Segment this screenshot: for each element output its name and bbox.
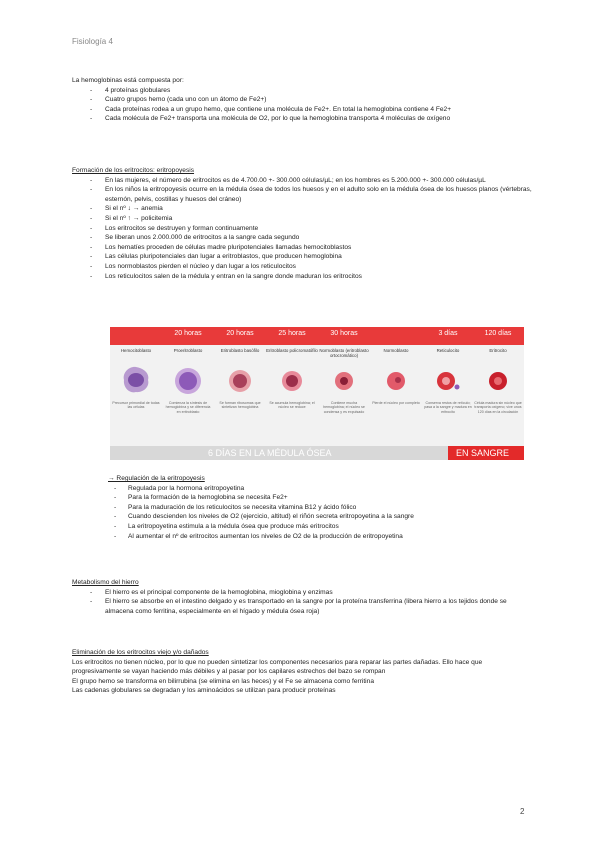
elimination-section [72, 648, 532, 696]
timing-label: 3 días [438, 330, 458, 337]
stage-proerythroblast [162, 327, 214, 446]
stage-name: Eritroblasto basófilo [220, 348, 260, 353]
stage-name: Eritroblasto policromatófilo [266, 348, 318, 353]
list-item: - Cada proteínas rodea a un grupo hemo, que contiene una molécula de Fe2+. En total la hemoglobina contiene 4 Fe2+ [72, 105, 532, 115]
list-item: - Para la formación de la hemoglobina se necesita Fe2+ [72, 493, 532, 503]
stage-orthochromatic [318, 327, 370, 446]
timing-label: 30 horas [330, 330, 358, 337]
list-item: - Para la maduración de los reticulocitos se necesita vitamina B12 y ácido fólico [72, 503, 532, 513]
formation-list [72, 176, 532, 282]
list-item: - Si el nº ↓ → anemia [72, 204, 532, 214]
normoblast-cell-icon [386, 371, 406, 391]
timing-label: 20 horas [174, 330, 202, 337]
list-item: - El hierro se absorbe en el intestino delgado y es transportado en la sangre por la proteína transferrina (libera hierro a los tejidos donde se almacena como ferritina, especialmente en el hígado y médula ósea roja) [72, 597, 532, 616]
running-header: Fisiología 4 [72, 37, 113, 46]
iron-section [72, 578, 532, 616]
timing-label: 120 días [484, 330, 512, 337]
intro-lead: La hemoglobinas está compuesta por: [72, 77, 184, 84]
hemoglobin-section [72, 76, 532, 124]
list-item: - Los reticulocitos salen de la médula y entran en la sangre donde maduran los eritrocitos [72, 272, 532, 282]
polychromatic-cell-icon [281, 370, 303, 392]
list-item: - Cada molécula de Fe2+ transporta una molécula de O2, por lo que la hemoglobina transporta 4 moléculas de oxígeno [72, 114, 532, 124]
list-item: - Al aumentar el nº de eritrocitos aumentan los niveles de O2 de la producción de eritropoyetina [72, 532, 532, 542]
stage-name: Normoblasto [383, 348, 409, 353]
iron-list [72, 588, 532, 617]
list-item: - Las células pluripotenciales dan lugar a eritroblastos, que producen hemoglobina [72, 252, 532, 262]
stage-desc: Conserva restos de retículo; pasa a la sangre y madura en eritrocito [424, 401, 472, 414]
list-item: - Si el nº ↑ → policitemia [72, 214, 532, 224]
list-item: - Cuando descienden los niveles de O2 (ejercicio, altitud) el riñón secreta eritropoyetina a la sangre [72, 512, 532, 522]
elimination-heading: Eliminación de los eritrocitos viejo y/o dañados [72, 649, 209, 656]
regulation-section [72, 474, 532, 541]
list-item: - Se liberan unos 2.000.000 de eritrocitos a la sangre cada segundo [72, 233, 532, 243]
page-number: 2 [520, 807, 525, 816]
list-item: - Regulada por la hormona eritropoyetina [72, 484, 532, 494]
stage-name: Eritrocito [489, 348, 507, 353]
stage-reticulocyte [422, 327, 474, 446]
erythrocyte-cell-icon [488, 371, 508, 391]
stage-name: Hemocitoblasto [120, 348, 152, 353]
formation-section [72, 166, 532, 281]
hemocytoblast-cell-icon [121, 365, 151, 395]
stage-hemocytoblast [110, 327, 162, 446]
marrow-banner-label: 6 DÍAS EN LA MÉDULA ÓSEA [208, 448, 332, 458]
erythropoiesis-figure [110, 327, 524, 460]
list-item: - En los niños la eritropoyesis ocurre en la médula ósea de todos los huesos y en el adulto solo en la médula ósea de los huesos planos (vértebras, esternón, pelvis, costillas y huesos del cráneo) [72, 185, 532, 204]
intro-list [72, 86, 532, 124]
paragraph: El grupo hemo se transforma en bilirrubina (se elimina en las heces) y el Fe se almacena como ferritina [72, 677, 374, 685]
list-item: - El hierro es el principal componente de la hemoglobina, mioglobina y enzimas [72, 588, 532, 598]
stage-desc: Célula madura sin núcleo que transporta oxígeno; vive unos 120 días en la circulación [474, 401, 522, 414]
list-item: - En las mujeres, el número de eritrocitos es de 4.700.00 +- 300.000 células/µL; en los hombres es 5.200.000 +- 300.000 células/µL [72, 176, 532, 186]
iron-heading: Metabolismo del hierro [72, 579, 139, 586]
stage-name: Reticulocito [436, 348, 460, 353]
stage-desc: Se forman ribosomas que sintetizan hemoglobina [219, 401, 261, 410]
list-item: - Cuatro grupos hemo (cada uno con un átomo de Fe2+) [72, 95, 532, 105]
blood-banner-label: EN SANGRE [456, 448, 510, 458]
timing-label: 20 horas [226, 330, 254, 337]
stage-basophilic [214, 327, 266, 446]
paragraph: Las cadenas globulares se degradan y los aminoácidos se utilizan para producir proteínas [72, 687, 336, 695]
basophilic-cell-icon [228, 369, 252, 393]
list-item: - La eritropoyetina estimula a la médula ósea que produce más eritrocitos [72, 522, 532, 532]
formation-heading: Formación de los eritrocitos: eritropoyesis [72, 167, 195, 174]
stage-desc: Pierde el núcleo por completo [372, 401, 420, 405]
list-item: - 4 proteínas globulares [72, 86, 532, 96]
stage-desc: Contiene mucha hemoglobina; el núcleo se condensa y es expulsado [323, 401, 365, 414]
stage-name: Proeritroblasto [173, 348, 203, 353]
stage-name: Normoblasto (eritroblasto ortocromático) [319, 348, 369, 358]
orthochromatic-cell-icon [334, 371, 354, 391]
list-item: - Los eritrocitos se destruyen y forman continuamente [72, 224, 532, 234]
stage-desc: Se acumula hemoglobina; el núcleo se reduce [269, 401, 315, 410]
stage-erythrocyte [472, 327, 524, 446]
list-item: - Los hematíes proceden de células madre pluripotenciales llamadas hemocitoblastos [72, 243, 532, 253]
proerythroblast-cell-icon [174, 367, 202, 395]
regulation-heading: → Regulación de la eritropoyesis [108, 475, 205, 482]
stage-desc: Precursor primordial de todas las células [112, 401, 160, 410]
stage-desc: Comienza la síntesis de hemoglobina y se diferencia en eritroblasto [165, 401, 211, 414]
paragraph: Los eritrocitos no tienen núcleo, por lo que no pueden sintetizar los componentes necesarios para reparar las partes dañadas. Ello hace que progresivamente se vayan haciendo más débiles y al pasar por los capilares estrechos del bazo se rompan [72, 658, 483, 676]
stage-normoblast [370, 327, 422, 446]
list-item: - Los normoblastos pierden el núcleo y dan lugar a los reticulocitos [72, 262, 532, 272]
reticulocyte-cell-icon [436, 370, 460, 392]
stage-polychromatic [266, 327, 318, 446]
timing-label: 25 horas [278, 330, 306, 337]
regulation-list [72, 484, 532, 542]
